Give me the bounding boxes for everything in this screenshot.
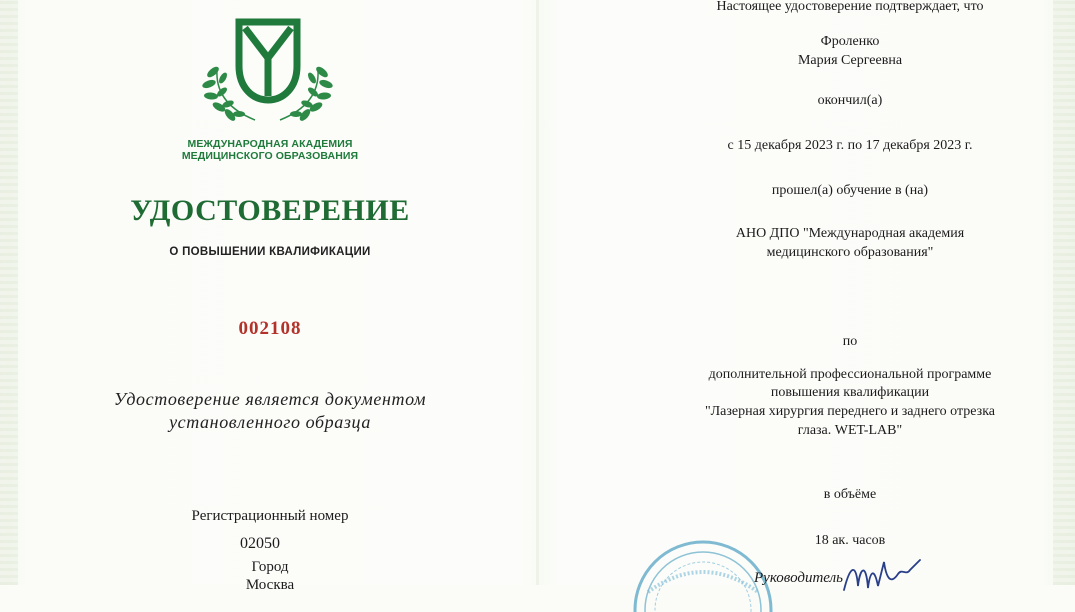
- recipient-given-names: Мария Сергеевна: [797, 53, 903, 68]
- city-label: Город: [251, 559, 289, 575]
- document-title: УДОСТОВЕРЕНИЕ: [130, 194, 410, 227]
- document-subtitle: О ПОВЫШЕНИИ КВАЛИФИКАЦИИ: [169, 246, 371, 258]
- academy-logo-icon: [195, 14, 340, 134]
- program-line2: повышения квалификации: [770, 385, 930, 400]
- page-fold: [536, 0, 539, 585]
- by-text: по: [842, 334, 858, 349]
- signature-label: Руководитель: [754, 570, 843, 586]
- registration-label: Регистрационный номер: [191, 508, 349, 524]
- certificate-number: 002108: [238, 318, 302, 339]
- program-line3: "Лазерная хирургия переднего и заднего отрезка: [704, 404, 996, 419]
- statement-line1: Удостоверение является документом: [113, 389, 427, 409]
- handwritten-signature-icon: [840, 556, 930, 596]
- recipient-surname: Фроленко: [820, 34, 880, 49]
- validity-statement: [60, 388, 480, 434]
- program-line1: дополнительной профессиональной программе: [708, 367, 992, 382]
- volume-label: в объёме: [823, 487, 877, 502]
- registration-number: 02050: [240, 535, 280, 552]
- trained-at-text: прошел(а) обучение в (на): [771, 183, 929, 198]
- training-period: с 15 декабря 2023 г. по 17 декабря 2023 г.: [727, 138, 973, 153]
- volume-value: 18 ак. часов: [814, 533, 886, 548]
- academy-name-line1: МЕЖДУНАРОДНАЯ АКАДЕМИЯ: [187, 138, 353, 150]
- left-border-pattern: [0, 0, 18, 585]
- program-line4: глаза. WET-LAB": [797, 423, 903, 438]
- confirms-text: Настоящее удостоверение подтверждает, что: [716, 0, 984, 14]
- city-value: Москва: [245, 577, 295, 593]
- academy-name-line2: МЕДИЦИНСКОГО ОБРАЗОВАНИЯ: [181, 150, 359, 162]
- academy-name: [150, 138, 390, 162]
- completed-text: окончил(а): [817, 93, 883, 108]
- statement-line2: установленного образца: [169, 412, 371, 432]
- organization-line1: АНО ДПО "Международная академия: [735, 226, 965, 241]
- organization-line2: медицинского образования": [766, 245, 934, 260]
